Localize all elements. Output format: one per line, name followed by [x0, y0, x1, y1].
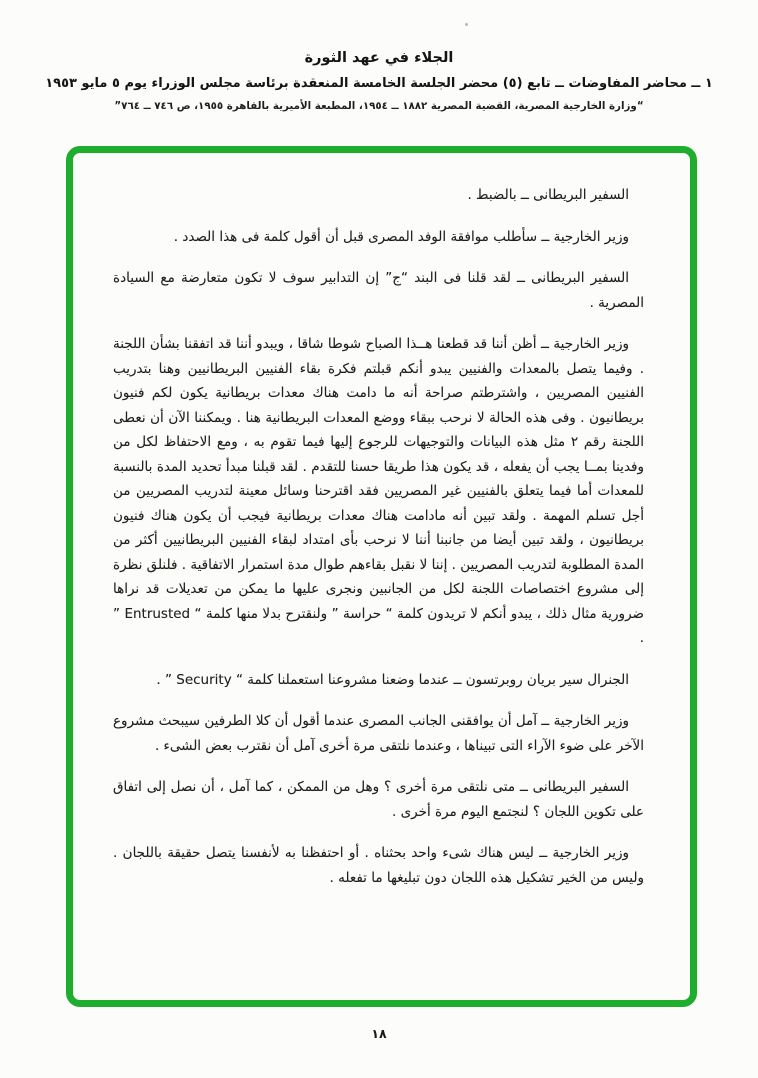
scan-artifact-dot: [465, 23, 468, 26]
paragraph-foreign-minister-3: وزير الخارجية ــ آمل أن يوافقنى الجانب المصرى عندما أقول أن كلا الطرفين سيبحث مشروع الآخر على ضوء الآراء التى تبيناها ، وعندما نلتقى مرة أخرى آمل أن نقترب بعض الشىء .: [113, 713, 644, 754]
text-frame: [66, 146, 697, 1007]
document-subtitle: ١ ــ محاضر المفاوضات ــ تابع (٥) محضر الجلسة الخامسة المنعقدة برئاسة مجلس الوزراء يوم ٥ مايو ١٩٥٣: [45, 76, 713, 91]
paragraph-general-robertson: الجنرال سير بريان روبرتسون ــ عندما وضعنا مشروعنا استعملنا كلمة “ Security ” .: [156, 671, 629, 688]
paragraph-british-ambassador-3: السفير البريطانى ــ متى نلتقى مرة أخرى ؟ وهل من الممكن ، كما آمل ، أن نصل إلى اتفاق على تكوين اللجان ؟ لنجتمع اليوم مرة أخرى .: [113, 779, 644, 820]
page-header: [0, 50, 758, 112]
paragraph-british-ambassador-2: السفير البريطانى ــ لقد قلنا فى البند “ج” إن التدابير سوف لا تكون متعارضة مع السيادة المصرية .: [113, 270, 644, 311]
paragraph-foreign-minister-2: وزير الخارجية ــ أظن أننا قد قطعنا هــذا الصباح شوطا شاقا ، ويبدو أننا قد اتفقنا بشأن اللجنة . وفيما يتصل بالمعدات والفنيين يبدو أنكم قبلتم فكرة بقاء الفنيين البريطانيين وهنا بتدريب الفنيين المصريين ، واشترطتم صراحة أنه ما دامت هناك معدات بريطانية يكون لكم فنيون بريطانيون . وفى هذه الحالة لا نرحب ببقاء ووضع المعدات البريطانية هنا . ويمكننا الآن أن نعطى اللجنة رقم ٢ مثل هذه البيانات والتوجيهات للرجوع إليها فيما تقوم به ، ومع الاحتفاظ لكل من وفدينا بمــا يجب أن يفعله ، قد يكون هذا طريقا حسنا للتقدم . لقد قبلنا مبدأ تحديد المدة بالنسبة للمعدات أما فيما يتعلق بالفنيين غير المصريين فقد اقترحنا وسائل معينة لتدريب المصريين من أجل تسلم المهمة . ولقد تبين أنه مادامت هناك معدات بريطانية فيجب أن يكون هناك فنيون بريطانيون ، ولقد تبين أيضا من جانبنا أننا لا نرحب بأى امتداد لبقاء الفنيين البريطانيين أكثر من المدة المطلوبة لتدريب المصريين . إننا لا نقبل بقاءهم طوال مدة استمرار الاتفاقية . فلنلق نظرة إلى مشروع اختصاصات اللجنة لكل من الجانبين ونجرى عليها ما يمكن من تعديلات قد نراها ضرورية مثال ذلك ، يبدو أنكم لا تريدون كلمة “ حراسة ” ولنقترح بدلا منها كلمة “ Entrusted ” .: [113, 336, 644, 646]
paragraph-foreign-minister-1: وزير الخارجية ــ سأطلب موافقة الوفد المصرى قبل أن أقول كلمة فى هذا الصدد .: [173, 228, 629, 245]
page-number: ١٨: [371, 1026, 387, 1041]
paragraph-foreign-minister-4: وزير الخارجية ــ ليس هناك شىء واحد بحثناه . أو احتفظنا به لأنفسنا يتصل حقيقة باللجان . وليس من الخير تشكيل هذه اللجان دون تبليغها ما تفعله .: [113, 845, 644, 886]
paragraph-british-ambassador-1: السفير البريطانى ــ بالضبط .: [467, 187, 629, 203]
document-title: الجلاء في عهد الثورة: [304, 50, 454, 66]
document-source-citation: “وزارة الخارجية المصرية، القضية المصرية ١٨٨٢ ــ ١٩٥٤، المطبعة الأميرية بالقاهرة ١٩٥٥، ص ٧٤٦ ــ ٧٦٤”: [114, 100, 644, 112]
